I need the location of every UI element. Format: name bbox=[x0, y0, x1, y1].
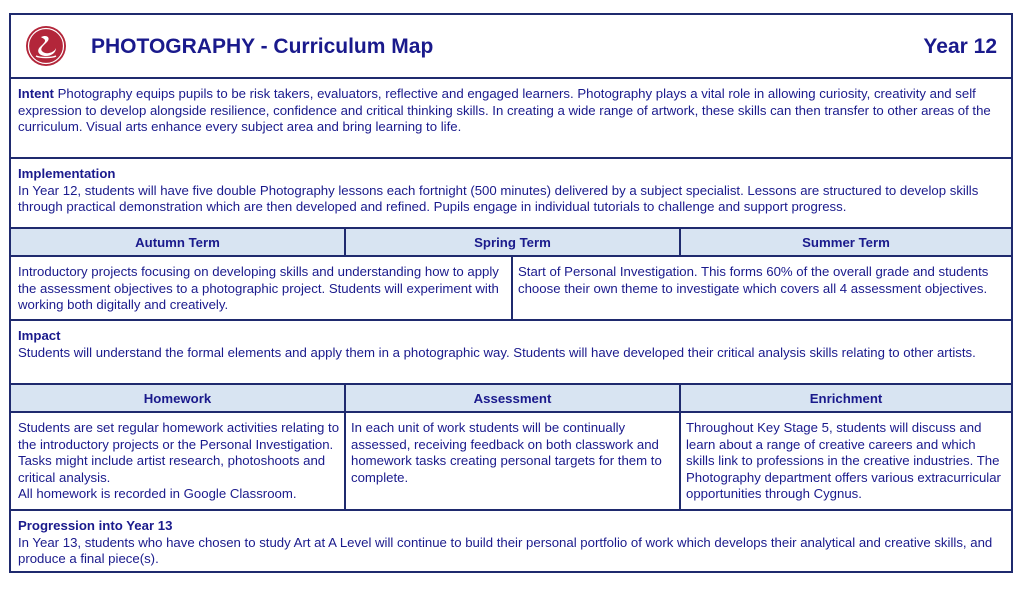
divider bbox=[679, 413, 681, 509]
autumn-term-content: Introductory projects focusing on developing skills and understanding how to apply the assessment objectives to a photographic project. Students will experiment with working both digitally and creatively. bbox=[18, 264, 499, 313]
intent-text bbox=[18, 86, 1001, 136]
impact-body: Students will understand the formal elements and apply them in a photographic way. Students will have developed their critical analysis skills relating to other artists. bbox=[18, 344, 976, 360]
progression-body: In Year 13, students who have chosen to study Art at A Level will continue to build their personal portfolio of work which develops their analytical and creative skills, and produce a final piece(s). bbox=[18, 534, 993, 567]
implementation-body: In Year 12, students will have five double Photography lessons each fortnight (500 minutes) delivered by a subject specialist. Lessons are structured to develop skills through practical demonstration which are then developed and refined. Pupils engage in individual tutorials to challenge and support progress. bbox=[18, 182, 979, 215]
homework-content bbox=[18, 420, 340, 503]
homework-text: Students are set regular homework activities relating to the introductory projects or the Personal Investigation. Tasks might include artist research, photoshoots and critical analysis. bbox=[18, 420, 340, 485]
enrichment-heading: Enrichment bbox=[809, 390, 883, 406]
progression-section bbox=[11, 511, 1011, 573]
implementation-section bbox=[11, 159, 1011, 229]
intent-label: Intent bbox=[18, 86, 54, 101]
implementation-text bbox=[18, 166, 1001, 216]
spring-term-heading: Spring Term bbox=[474, 234, 551, 250]
term-content-row bbox=[11, 257, 1011, 321]
progression-text bbox=[18, 518, 1001, 568]
term-header-bar bbox=[11, 229, 1011, 257]
assessment-heading: Assessment bbox=[473, 390, 552, 406]
impact-label: Impact bbox=[18, 328, 61, 343]
impact-text bbox=[18, 328, 1001, 361]
intent-section bbox=[11, 79, 1011, 159]
progression-label: Progression into Year 13 bbox=[18, 518, 173, 533]
assessment-content: In each unit of work students will be continually assessed, receiving feedback on both classwork and homework tasks creating personal targets for them to complete. bbox=[351, 420, 662, 485]
homework-note: All homework is recorded in Google Classroom. bbox=[18, 486, 297, 502]
curriculum-map bbox=[9, 13, 1013, 573]
swan-logo-icon bbox=[25, 25, 67, 67]
autumn-term-heading: Autumn Term bbox=[135, 234, 220, 250]
impact-section bbox=[11, 321, 1011, 385]
implementation-label: Implementation bbox=[18, 166, 116, 181]
header bbox=[11, 15, 1011, 79]
intent-body: Photography equips pupils to be risk takers, evaluators, reflective and engaged learners. Photography plays a vital role in allowing curiosity, creativity and self expression to develop alongside resilience, confidence and critical thinking skills. In creating a wide range of artwork, these skills can then transfer to other areas of the curriculum. Visual arts enhance every subject area and bring learning to life. bbox=[18, 86, 991, 135]
page-title: PHOTOGRAPHY - Curriculum Map bbox=[91, 35, 434, 58]
spring-summer-term-content: Start of Personal Investigation. This forms 60% of the overall grade and students choose their own theme to investigate which covers all 4 assessment objectives. bbox=[518, 264, 989, 296]
enrichment-content: Throughout Key Stage 5, students will discuss and learn about a range of creative careers and which skills link to professions in the creative industries. The Photography department offers various extracurricular opportunities through Cygnus. bbox=[686, 420, 1001, 502]
homework-heading: Homework bbox=[143, 390, 212, 406]
year-label: Year 12 bbox=[923, 35, 997, 58]
columns-header-bar bbox=[11, 385, 1011, 413]
divider bbox=[344, 413, 346, 509]
summer-term-heading: Summer Term bbox=[802, 234, 890, 250]
columns-content-row bbox=[11, 413, 1011, 511]
divider bbox=[511, 257, 513, 319]
